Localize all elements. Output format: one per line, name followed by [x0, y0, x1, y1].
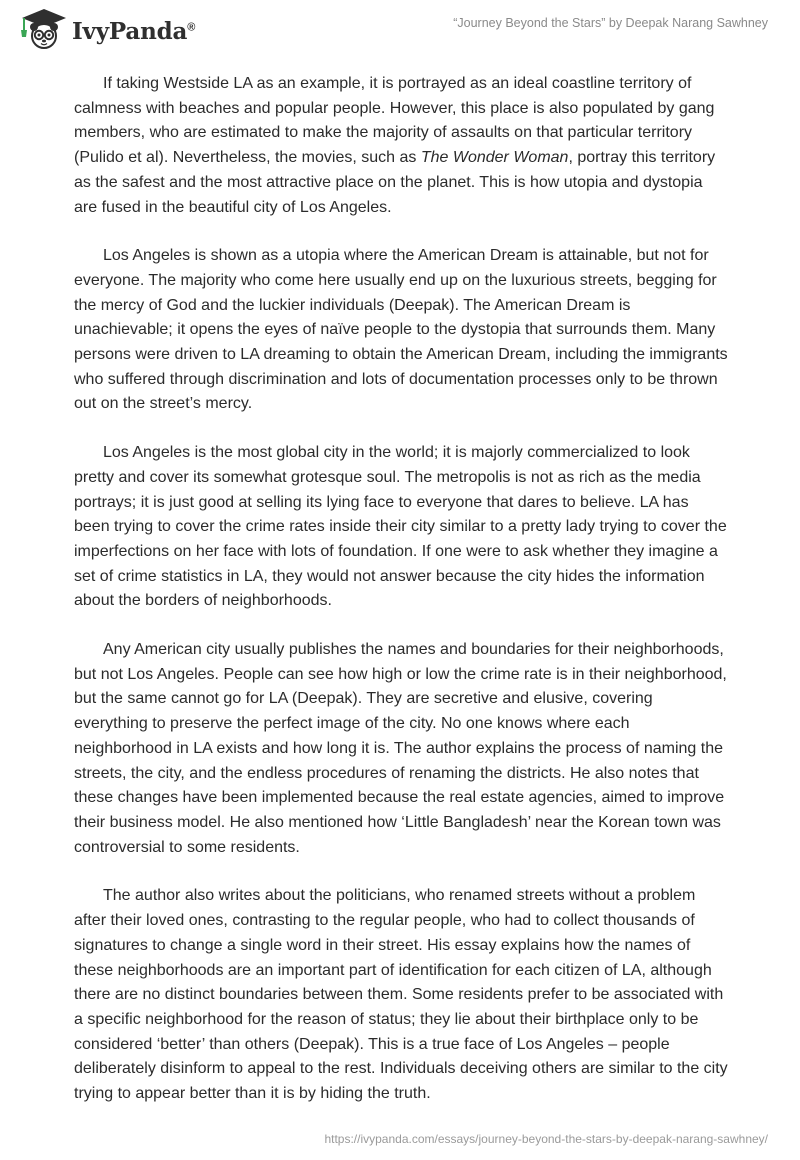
essay-body	[74, 72, 728, 1107]
page-header	[0, 0, 800, 62]
movie-title: The Wonder Woman	[420, 149, 569, 167]
paragraph-2: Los Angeles is shown as a utopia where the American Dream is attainable, but not for everyone. The majority who come here usually end up on the luxurious streets, begging for the mercy of God and the luckier individuals (Deepak). The American Dream is unachievable; it opens the eyes of naïve people to the dystopia that surrounds them. Many persons were driven to LA dreaming to obtain the American Dream, including the immigrants who suffered through discrimination and lots of documentation processes only to be thrown out on the street’s mercy.	[74, 247, 728, 413]
ivypanda-logo[interactable]	[14, 6, 195, 52]
paragraph-1: If taking Westside LA as an example, it is portrayed as an ideal coastline territory of calmness with beaches and popular people. However, this place is also populated by gang members, who are estimated to make the majority of assaults on that particular territory (Pulido et al). Nevertheless, the movies, such as The Wonder Woman, portray this territory as the safest and the most attractive place on the planet. This is how utopia and dystopia are fused in the beautiful city of Los Angeles.	[74, 75, 716, 216]
paragraph-5: The author also writes about the politicians, who renamed streets without a problem after their loved ones, contrasting to the regular people, who had to collect thousands of signatures to change a single word in their street. His essay explains how the names of these neighborhoods are an important part of identification for each citizen of LA, although there are no distinct boundaries between them. Some residents prefer to be associated with a specific neighborhood for the reason of status; they lie about their birthplace only to be considered ‘better’ than others (Deepak). This is a true face of Los Angeles – people deliberately disinform to appeal to the rest. Individuals deceiving others are similar to the city trying to appear better than it is by hiding the truth.	[74, 887, 728, 1103]
paragraph-4: Any American city usually publishes the names and boundaries for their neighborhoods, but not Los Angeles. People can see how high or low the crime rate is in their neighborhood, but the same cannot go for LA (Deepak). They are secretive and elusive, covering everything to preserve the perfect image of the city. No one knows where each neighborhood in LA exists and how long it is. The author explains the process of naming the streets, the city, and the endless procedures of renaming the districts. He also notes that these changes have been implemented because the real estate agencies, aimed to improve their business model. He also mentioned how ‘Little Bangladesh’ near the Korean town was controversial to some residents.	[74, 641, 727, 856]
paragraph-3: Los Angeles is the most global city in the world; it is majorly commercialized to look pretty and cover its somewhat grotesque soul. The metropolis is not as rich as the media portrays; it is just good at selling its lying face to everyone that dares to believe. LA has been trying to cover the crime rates inside their city similar to a pretty lady trying to cover the imperfections on her face with lots of foundation. If one were to ask whether they imagine a set of crime statistics in LA, they would not answer because the city hides the information about the borders of neighborhoods.	[74, 444, 727, 610]
logo-wordmark: IvyPanda®	[72, 17, 196, 45]
source-url[interactable]: https://ivypanda.com/essays/journey-beyond-the-stars-by-deepak-narang-sawhney/	[324, 1132, 768, 1146]
document-title: “Journey Beyond the Stars” by Deepak Narang Sawhney	[453, 16, 768, 30]
panda-graduation-cap-logo-icon	[14, 6, 70, 52]
